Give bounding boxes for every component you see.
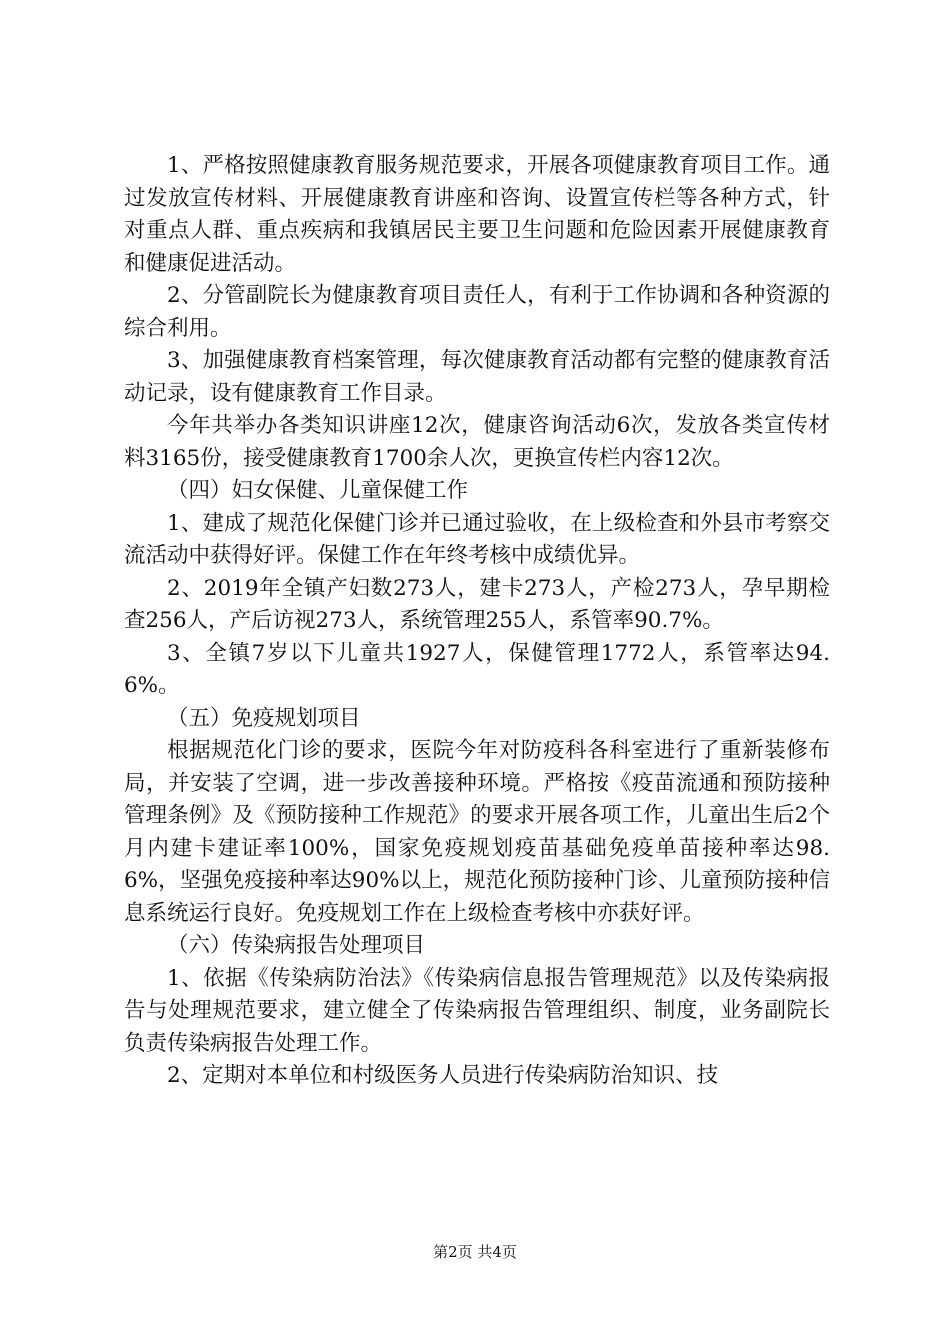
section-heading-infectious-disease: （六）传染病报告处理项目 (167, 933, 426, 958)
page-number-label: 第2页 共4页 (433, 1243, 517, 1261)
paragraph-immunization: 根据规范化门诊的要求，医院今年对防疫科各科室进行了重新装修布局，并安装了空调，进一步改善接种环境。严格按《疫苗流通和预防接种管理条例》及《预防接种工作规范》的要求开展各项工作，儿童出生后2个月内建卡建证率100%，国家免疫规划疫苗基础免疫单苗接种率达98.6%，坚强免疫接种率达90%以上，规范化预防接种门诊、儿童预防接种信息系统运行良好。免疫规划工作在上级检查考核中亦获好评。 (124, 738, 830, 926)
paragraph-health-education-summary: 今年共举办各类知识讲座12次，健康咨询活动6次，发放各类宣传材料3165份，接受健康教育1700余人次，更换宣传栏内容12次。 (124, 413, 830, 471)
paragraph-maternal-child-1: 1、建成了规范化保健门诊并已通过验收，在上级检查和外县市考察交流活动中获得好评。保健工作在年终考核中成绩优异。 (124, 510, 830, 568)
paragraph-health-education-3: 3、加强健康教育档案管理，每次健康教育活动都有完整的健康教育活动记录，设有健康教育工作目录。 (124, 348, 830, 406)
paragraph-health-education-1: 1、严格按照健康教育服务规范要求，开展各项健康教育项目工作。通过发放宣传材料、开展健康教育讲座和咨询、设置宣传栏等各种方式，针对重点人群、重点疾病和我镇居民主要卫生问题和危险因素开展健康教育和健康促进活动。 (124, 153, 830, 276)
paragraph-infectious-disease-2: 2、定期对本单位和村级医务人员进行传染病防治知识、技 (167, 1063, 719, 1088)
section-heading-immunization: （五）免疫规划项目 (167, 705, 361, 731)
paragraph-maternal-child-2: 2、2019年全镇产妇数273人，建卡273人，产检273人，孕早期检查256人，产后访视273人，系统管理255人，系管率90.7%。 (124, 575, 830, 633)
section-heading-women-children-health: （四）妇女保健、儿童保健工作 (167, 478, 469, 503)
paragraph-infectious-disease-1: 1、依据《传染病防治法》《传染病信息报告管理规范》以及传染病报告与处理规范要求，建立健全了传染病报告管理组织、制度，业务副院长负责传染病报告处理工作。 (124, 965, 830, 1056)
paragraph-maternal-child-3: 3、全镇7岁以下儿童共1927人，保健管理1772人，系管率达94.6%。 (124, 640, 830, 698)
page-footer (0, 1242, 950, 1262)
document-body (124, 150, 830, 1093)
paragraph-health-education-2: 2、分管副院长为健康教育项目责任人，有利于工作协调和各种资源的综合利用。 (124, 283, 830, 341)
